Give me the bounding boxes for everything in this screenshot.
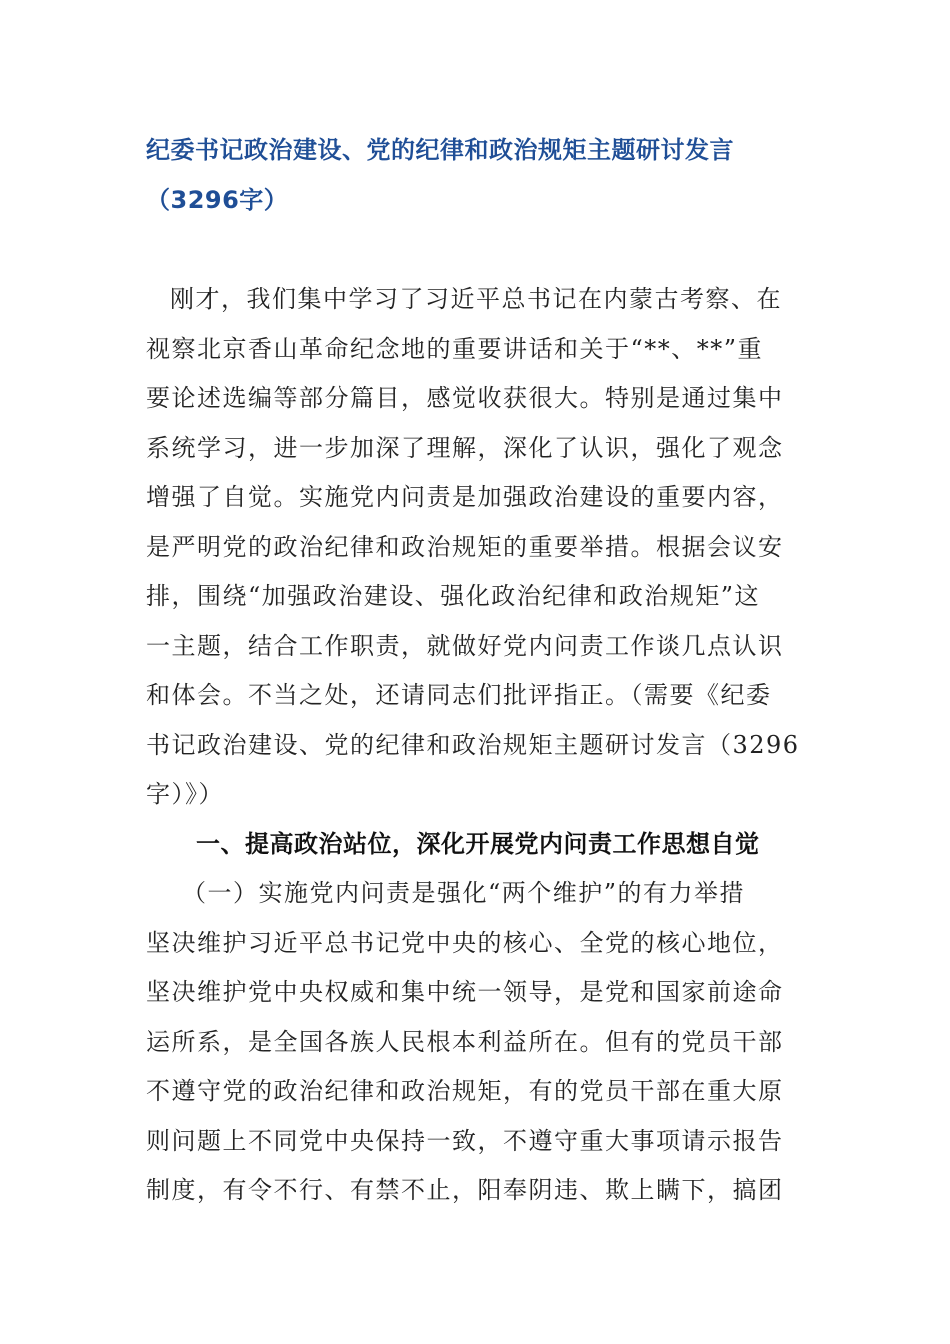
paragraph-line: 运所系，是全国各族人民根本利益所在。但有的党员干部 (146, 1027, 784, 1056)
paragraph-line: 和体会。不当之处，还请同志们批评指正。（需要《纪委 (146, 681, 772, 709)
paragraph-line: 字）》） (146, 780, 224, 808)
paragraph-line: 视察北京香山革命纪念地的重要讲话和关于“**、**”重 (146, 334, 764, 363)
paragraph-line: 坚决维护习近平总书记党中央的核心、全党的核心地位， (146, 928, 784, 957)
paragraph-line: 系统学习，进一步加深了理解，深化了认识，强化了观念 (146, 433, 784, 462)
title-line-2: （3296字） (146, 185, 289, 214)
paragraph-line: 书记政治建设、党的纪律和政治规矩主题研讨发言（3296 (146, 730, 800, 759)
paragraph-line: 是严明党的政治纪律和政治规矩的重要举措。根据会议安 (146, 532, 784, 561)
paragraph-line: 排，围绕“加强政治建设、强化政治纪律和政治规矩”这 (146, 582, 761, 610)
paragraph-line: 不遵守党的政治纪律和政治规矩，有的党员干部在重大原 (146, 1077, 784, 1105)
paragraph-line: 则问题上不同党中央保持一致，不遵守重大事项请示报告 (146, 1126, 784, 1155)
document-body (146, 275, 810, 1216)
section-heading: 一、提高政治站位，深化开展党内问责工作思想自觉 (196, 829, 760, 858)
paragraph-line: 坚决维护党中央权威和集中统一领导，是党和国家前途命 (146, 978, 784, 1006)
paragraph-line: 增强了自觉。实施党内问责是加强政治建设的重要内容， (146, 483, 784, 511)
paragraph-line: 要论述选编等部分篇目，感觉收获很大。特别是通过集中 (146, 384, 784, 412)
subsection-heading: （一）实施党内问责是强化“两个维护”的有力举措 (182, 879, 746, 907)
paragraph-line: 制度，有令不行、有禁不止，阳奉阴违、欺上瞒下，搞团 (146, 1176, 784, 1204)
paragraph-line: 刚才，我们集中学习了习近平总书记在内蒙古考察、在 (170, 285, 782, 313)
document-title (146, 130, 826, 229)
title-line-1: 纪委书记政治建设、党的纪律和政治规矩主题研讨发言 (146, 136, 734, 164)
paragraph-line: 一主题，结合工作职责，就做好党内问责工作谈几点认识 (146, 631, 784, 660)
